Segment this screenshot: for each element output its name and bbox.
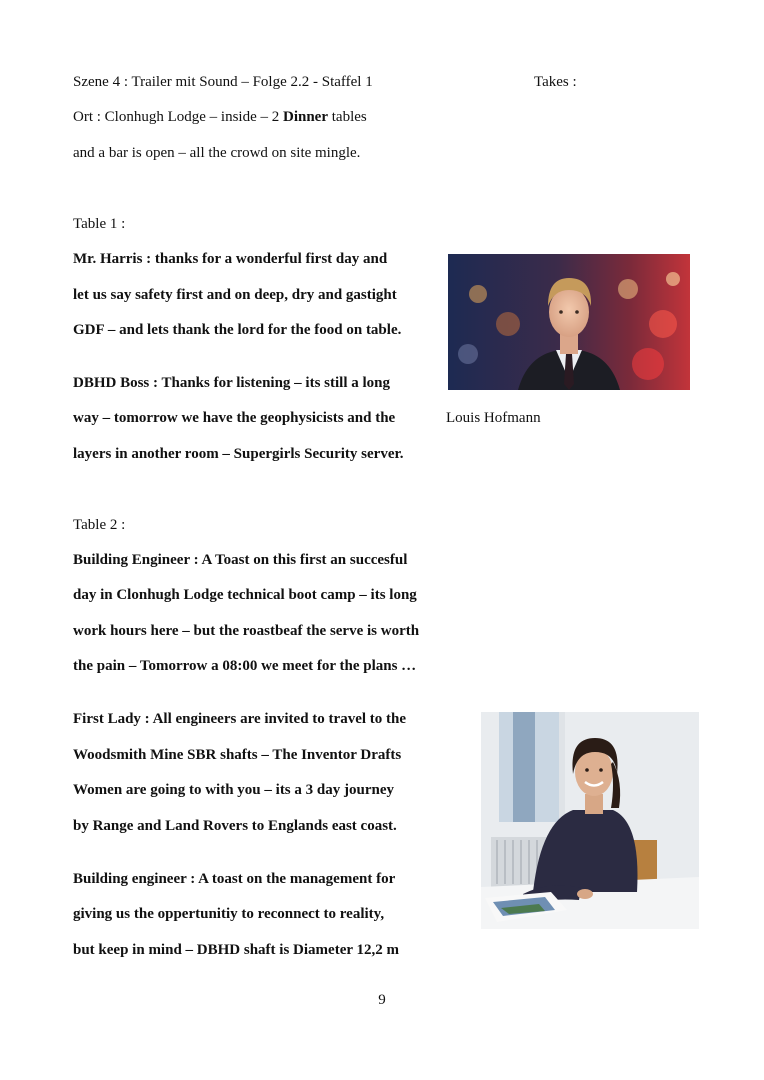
table2-speech3-line: but keep in mind – DBHD shaft is Diameter 12,2 m — [73, 942, 399, 958]
table1-speech2-line: way – tomorrow we have the geophysicists and the — [73, 410, 396, 426]
actress-photo — [481, 712, 699, 929]
location-line-2: and a bar is open – all the crowd on site mingle. — [73, 145, 361, 161]
location-line — [73, 107, 367, 127]
location-suffix: tables — [328, 109, 367, 125]
table1-label: Table 1 : — [73, 216, 126, 232]
location-bold-word: Dinner — [283, 109, 328, 125]
table2-speech1-line: day in Clonhugh Lodge technical boot camp – its long — [73, 587, 417, 603]
table2-speech2-line: First Lady : All engineers are invited to travel to the — [73, 711, 407, 727]
table2-speech2-line: Women are going to with you – its a 3 day journey — [73, 782, 394, 798]
scene-heading: Szene 4 : Trailer mit Sound – Folge 2.2 - Staffel 1 — [73, 74, 373, 90]
takes-label: Takes : — [534, 74, 577, 90]
table2-speech2-line: Woodsmith Mine SBR shafts – The Inventor Drafts — [73, 747, 402, 763]
table2-speech3-line: Building engineer : A toast on the management for — [73, 871, 396, 887]
page-number: 9 — [378, 992, 386, 1008]
table2-speech2-line: by Range and Land Rovers to Englands east coast. — [73, 818, 397, 834]
table2-speech1-line: the pain – Tomorrow a 08:00 we meet for the plans … — [73, 658, 417, 674]
table1-speech2-line: DBHD Boss : Thanks for listening – its still a long — [73, 375, 391, 391]
table2-speech1-line: Building Engineer : A Toast on this first an succesful — [73, 552, 408, 568]
photo-caption: Louis Hofmann — [446, 410, 541, 426]
table1-speech1-line: Mr. Harris : thanks for a wonderful first day and — [73, 251, 388, 267]
table2-speech3-line: giving us the oppertunitiy to reconnect to reality, — [73, 906, 385, 922]
table1-speech1-line: GDF – and lets thank the lord for the food on table. — [73, 322, 402, 338]
table1-speech2-line: layers in another room – Supergirls Security server. — [73, 446, 404, 462]
actor-photo-louis-hofmann — [448, 254, 690, 390]
table2-label: Table 2 : — [73, 517, 126, 533]
table1-speech1-line: let us say safety first and on deep, dry and gastight — [73, 287, 397, 303]
location-prefix: Ort : Clonhugh Lodge – inside – 2 — [73, 109, 283, 125]
table2-speech1-line: work hours here – but the roastbeaf the serve is worth — [73, 623, 420, 639]
